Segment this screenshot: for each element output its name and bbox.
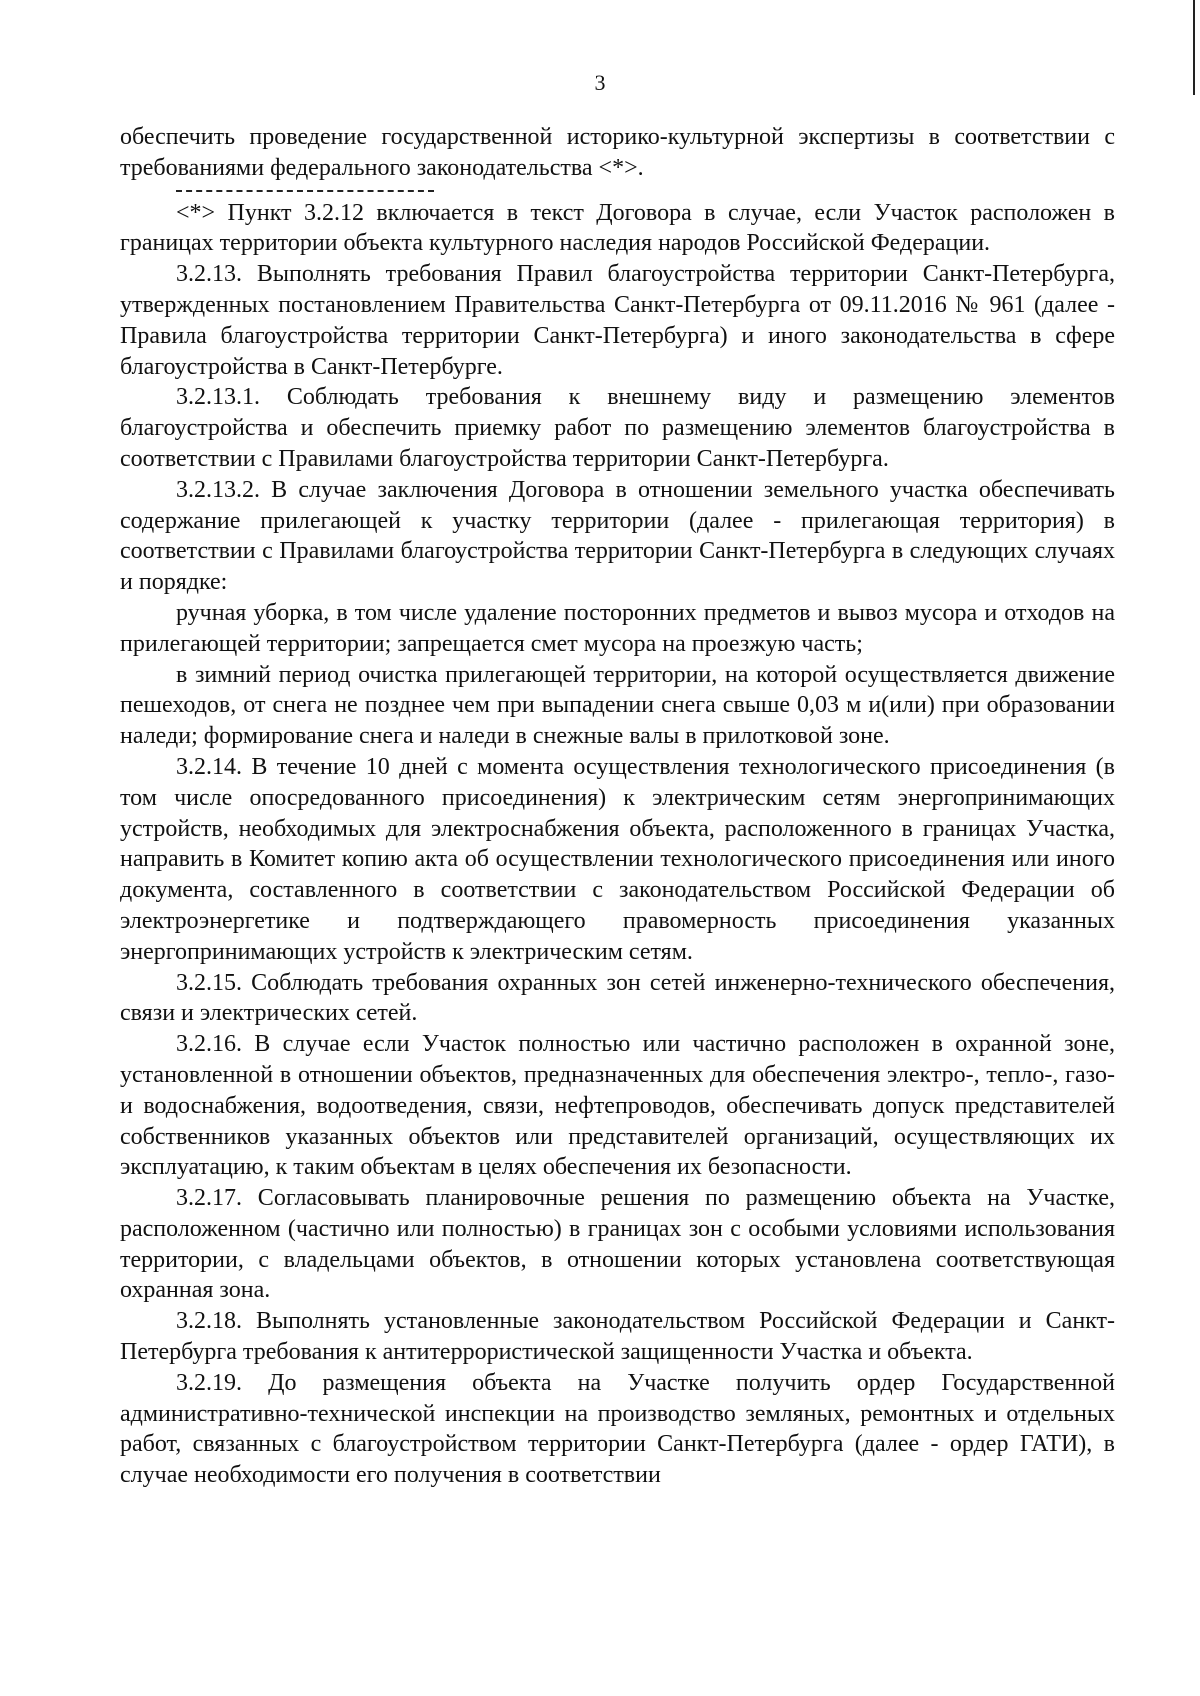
clause-3-2-15: 3.2.15. Соблюдать требования охранных зон сетей инженерно-технического обеспечения, связи и электрических сетей. bbox=[120, 969, 1115, 1027]
clause-3-2-18: 3.2.18. Выполнять установленные законодательством Российской Федерации и Санкт-Петербурга требования к антитеррористической защищенности Участка и объекта. bbox=[120, 1308, 1115, 1366]
footnote-separator bbox=[176, 190, 434, 192]
clause-3-2-13-1: 3.2.13.1. Соблюдать требования к внешнему виду и размещению элементов благоустройства и обеспечить приемку работ по размещению элементов благоустройства в соответствии с Правилами благоустройства территории Санкт-Петербурга. bbox=[120, 384, 1115, 472]
clause-3-2-17: 3.2.17. Согласовывать планировочные решения по размещению объекта на Участке, расположенном (частично или полностью) в границах зон с особыми условиями использования территории, с владельцами объектов, в отношении которых установлена соответствующая охранная зона. bbox=[120, 1185, 1115, 1304]
clause-3-2-16: 3.2.16. В случае если Участок полностью или частично расположен в охранной зоне, установленной в отношении объектов, предназначенных для обеспечения электро-, тепло-, газо- и водоснабжения, водоотведения, связи, нефтепроводов, обеспечивать допуск представителей собственников указанных объектов или представителей организаций, осуществляющих их эксплуатацию, к таким объектам в целях обеспечения их безопасности. bbox=[120, 1031, 1115, 1181]
paragraph-continuation: обеспечить проведение государственной историко-культурной экспертизы в соответствии с требованиями федерального законодательства <*>. bbox=[120, 124, 1115, 181]
clause-3-2-19: 3.2.19. До размещения объекта на Участке получить ордер Государственной административно-технической инспекции на производство земляных, ремонтных и отдельных работ, связанных с благоустройством территории Санкт-Петербурга (далее - ордер ГАТИ), в случае необходимости его получения в соответствии bbox=[120, 1369, 1115, 1489]
clause-manual-cleaning: ручная уборка, в том числе удаление посторонних предметов и вывоз мусора и отходов на прилегающей территории; запрещается смет мусора на проезжую часть; bbox=[120, 599, 1115, 657]
footnote-text: <*> Пункт 3.2.12 включается в текст Договора в случае, если Участок расположен в границах территории объекта культурного наследия народов Российской Федерации. bbox=[120, 199, 1115, 257]
clause-3-2-14: 3.2.14. В течение 10 дней с момента осуществления технологического присоединения (в том числе опосредованного присоединения) к электрическим сетям энергопринимающих устройств, необходимых для электроснабжения объекта, расположенного в границах Участка, направить в Комитет копию акта об осуществлении технологического присоединения или иного документа, составленного в соответствии с законодательством Российской Федерации об электроэнергетике и подтверждающего правомерность присоединения указанных энергопринимающих устройств к электрическим сетям. bbox=[120, 753, 1115, 965]
clause-winter-cleaning: в зимний период очистка прилегающей территории, на которой осуществляется движение пешеходов, от снега не позднее чем при выпадении снега свыше 0,03 м и(или) при образовании наледи; формирование снега и наледи в снежные валы в прилотковой зоне. bbox=[120, 661, 1115, 750]
page-number: 3 bbox=[594, 70, 606, 95]
document-body bbox=[120, 122, 1115, 1491]
clause-3-2-13: 3.2.13. Выполнять требования Правил благоустройства территории Санкт-Петербурга, утвержденных постановлением Правительства Санкт-Петербурга от 09.11.2016 № 961 (далее - Правила благоустройства территории Санкт-Петербурга) и иного законодательства в сфере благоустройства в Санкт-Петербурге. bbox=[120, 261, 1115, 380]
clause-3-2-13-2: 3.2.13.2. В случае заключения Договора в отношении земельного участка обеспечивать содержание прилегающей к участку территории (далее - прилегающая территория) в соответствии с Правилами благоустройства территории Санкт-Петербурга в следующих случаях и порядке: bbox=[120, 476, 1115, 596]
